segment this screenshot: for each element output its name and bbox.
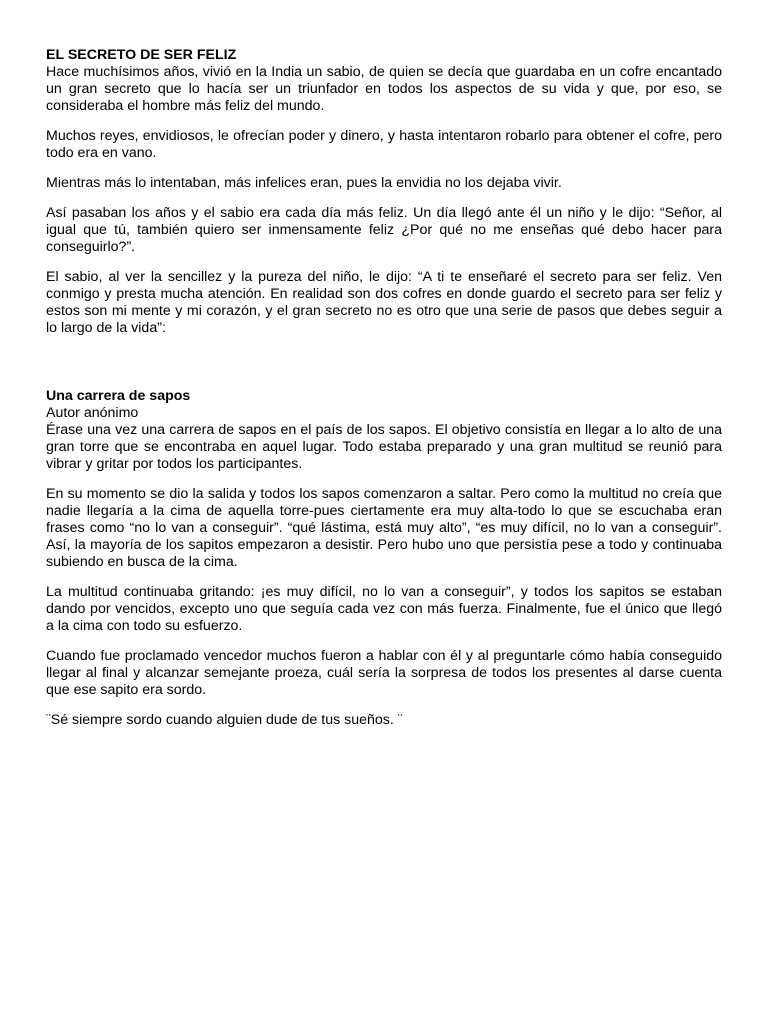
paragraph: La multitud continuaba gritando: ¡es muy difícil, no lo van a conseguir”, y todos los sapitos se estaban dando por vencidos, excepto uno que seguía cada vez con más fuerza. Finalmente, fue el único que llegó a la cima con todo su esfuerzo. xyxy=(46,584,722,634)
story-title: Una carrera de sapos xyxy=(46,388,191,404)
story-el-secreto xyxy=(46,47,722,337)
paragraph: Hace muchísimos años, vivió en la India un sabio, de quien se decía que guardaba en un cofre encantado un gran secreto que lo hacía ser un triunfador en todos los aspectos de su vida y que, por eso, se consideraba el hombre más feliz del mundo. xyxy=(46,64,722,114)
section-spacer xyxy=(46,350,722,388)
paragraph: Muchos reyes, envidiosos, le ofrecían poder y dinero, y hasta intentaron robarlo para obtener el cofre, pero todo era en vano. xyxy=(46,128,722,161)
paragraph: Mientras más lo intentaban, más infelices eran, pues la envidia no los dejaba vivir. xyxy=(46,175,562,191)
document-page xyxy=(46,47,722,742)
story-author: Autor anónimo xyxy=(46,405,139,421)
paragraph: Cuando fue proclamado vencedor muchos fueron a hablar con él y al preguntarle cómo había conseguido llegar al final y alcanzar semejante proeza, cuál sería la sorpresa de todos los presentes al darse cuenta que ese sapito era sordo. xyxy=(46,648,722,698)
paragraph: En su momento se dio la salida y todos los sapos comenzaron a saltar. Pero como la multitud no creía que nadie llegaría a la cima de aquella torre-pues ciertamente era muy alta-todo lo que se escuchaba eran frases como “no lo van a conseguir”. “qué lástima, está muy alto”, “es muy difícil, no lo van a conseguir”. Así, la mayoría de los sapitos empezaron a desistir. Pero hubo uno que persistía pese a todo y continuaba subiendo en busca de la cima. xyxy=(46,486,722,570)
paragraph: Así pasaban los años y el sabio era cada día más feliz. Un día llegó ante él un niño y le dijo: “Señor, al igual que tú, también quiero ser inmensamente feliz ¿Por qué no me enseñas qué debo hacer para conseguirlo?”. xyxy=(46,205,722,255)
paragraph: ¨Sé siempre sordo cuando alguien dude de tus sueños. ¨ xyxy=(46,712,403,728)
story-title: EL SECRETO DE SER FELIZ xyxy=(46,47,237,63)
story-carrera-de-sapos xyxy=(46,388,722,729)
paragraph: Érase una vez una carrera de sapos en el país de los sapos. El objetivo consistía en llegar a lo alto de una gran torre que se encontraba en aquel lugar. Todo estaba preparado y una gran multitud se reunió para vibrar y gritar por todos los participantes. xyxy=(46,422,722,472)
paragraph: El sabio, al ver la sencillez y la pureza del niño, le dijo: “A ti te enseñaré el secreto para ser feliz. Ven conmigo y presta mucha atención. En realidad son dos cofres en donde guardo el secreto para ser feliz y estos son mi mente y mi corazón, y el gran secreto no es otro que una serie de pasos que debes seguir a lo largo de la vida”: xyxy=(46,269,722,336)
